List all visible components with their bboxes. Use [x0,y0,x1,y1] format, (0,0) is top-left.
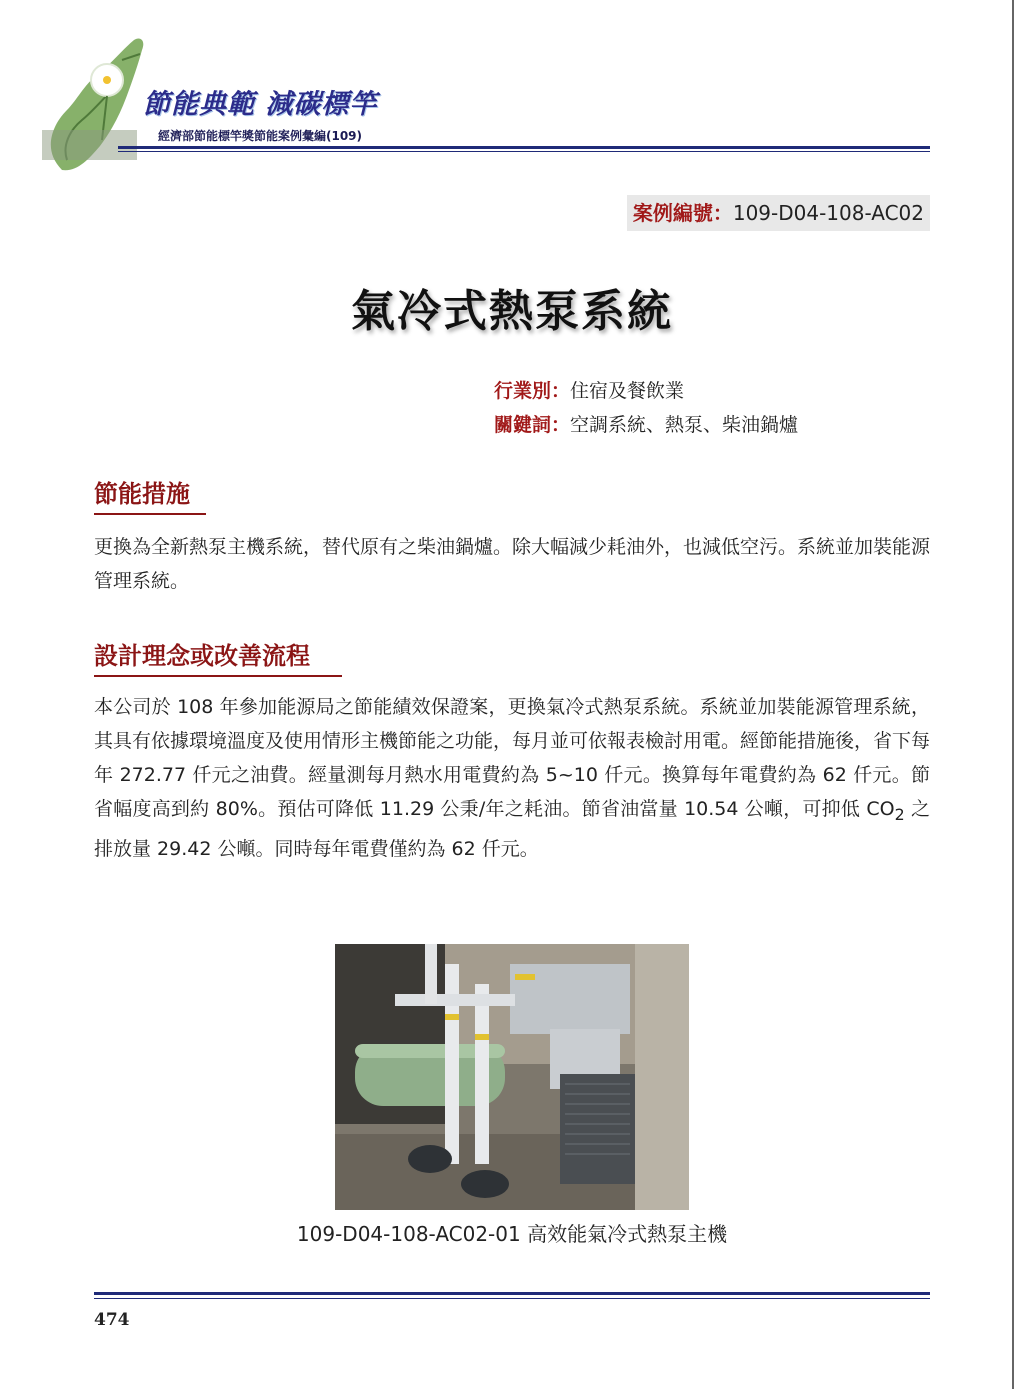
industry-line [494,376,684,403]
section-heading-design: 設計理念或改善流程 [94,636,342,677]
case-number-value: 109-D04-108-AC02 [732,201,924,225]
industry-label: 行業別： [494,380,571,402]
keywords-value: 空調系統、熱泵、柴油鍋爐 [570,414,799,436]
design-text-part1: 本公司於 108 年參加能源局之節能績效保證案，更換氣冷式熱泵系統。系統並加裝能源管理系統，其具有依據環境溫度及使用情形主機節能之功能，每月並可依報表檢討用電。經節能措施後，省下每年 272.77 仟元之油費。經量測每月熱水用電費約為 5~10 仟元。換算每年電費約為 62 仟元。節省幅度高到約 80%。預估可降低 11.29 公秉/年之耗油。節省油當量 10.54 公噸，可抑低 CO [94,696,931,820]
header-rule-thin [118,151,930,152]
design-text-part2: 之排放量 29.42 公噸。同時每年電費僅約為 62 仟元。 [94,798,930,860]
footer-rule [94,1292,930,1295]
keywords-line [494,410,798,437]
page-edge [1012,0,1014,1389]
section-heading-measures: 節能措施 [94,474,206,515]
case-number [627,195,930,231]
brand-title: 節能典範 減碳標竿 [143,89,378,120]
page-number: 474 [94,1310,130,1330]
keywords-label: 關鍵詞： [494,414,571,436]
case-number-label: 案例編號： [632,201,733,225]
co2-subscript: 2 [894,804,905,824]
section-body-design [94,690,930,866]
brand-subtitle: 經濟部節能標竿獎節能案例彙編(109) [158,129,363,143]
footer-rule-thin [94,1298,930,1299]
figure-caption: 109-D04-108-AC02-01 高效能氣冷式熱泵主機 [296,1222,728,1246]
page-title: 氣冷式熱泵系統 [351,286,673,337]
section-body-measures: 更換為全新熱泵主機系統，替代原有之柴油鍋爐。除大幅減少耗油外，也減低空污。系統並加裝能源管理系統。 [94,536,931,592]
header-rule [118,146,930,149]
industry-value: 住宿及餐飲業 [570,380,685,402]
heat-pump-photo [335,944,689,1210]
